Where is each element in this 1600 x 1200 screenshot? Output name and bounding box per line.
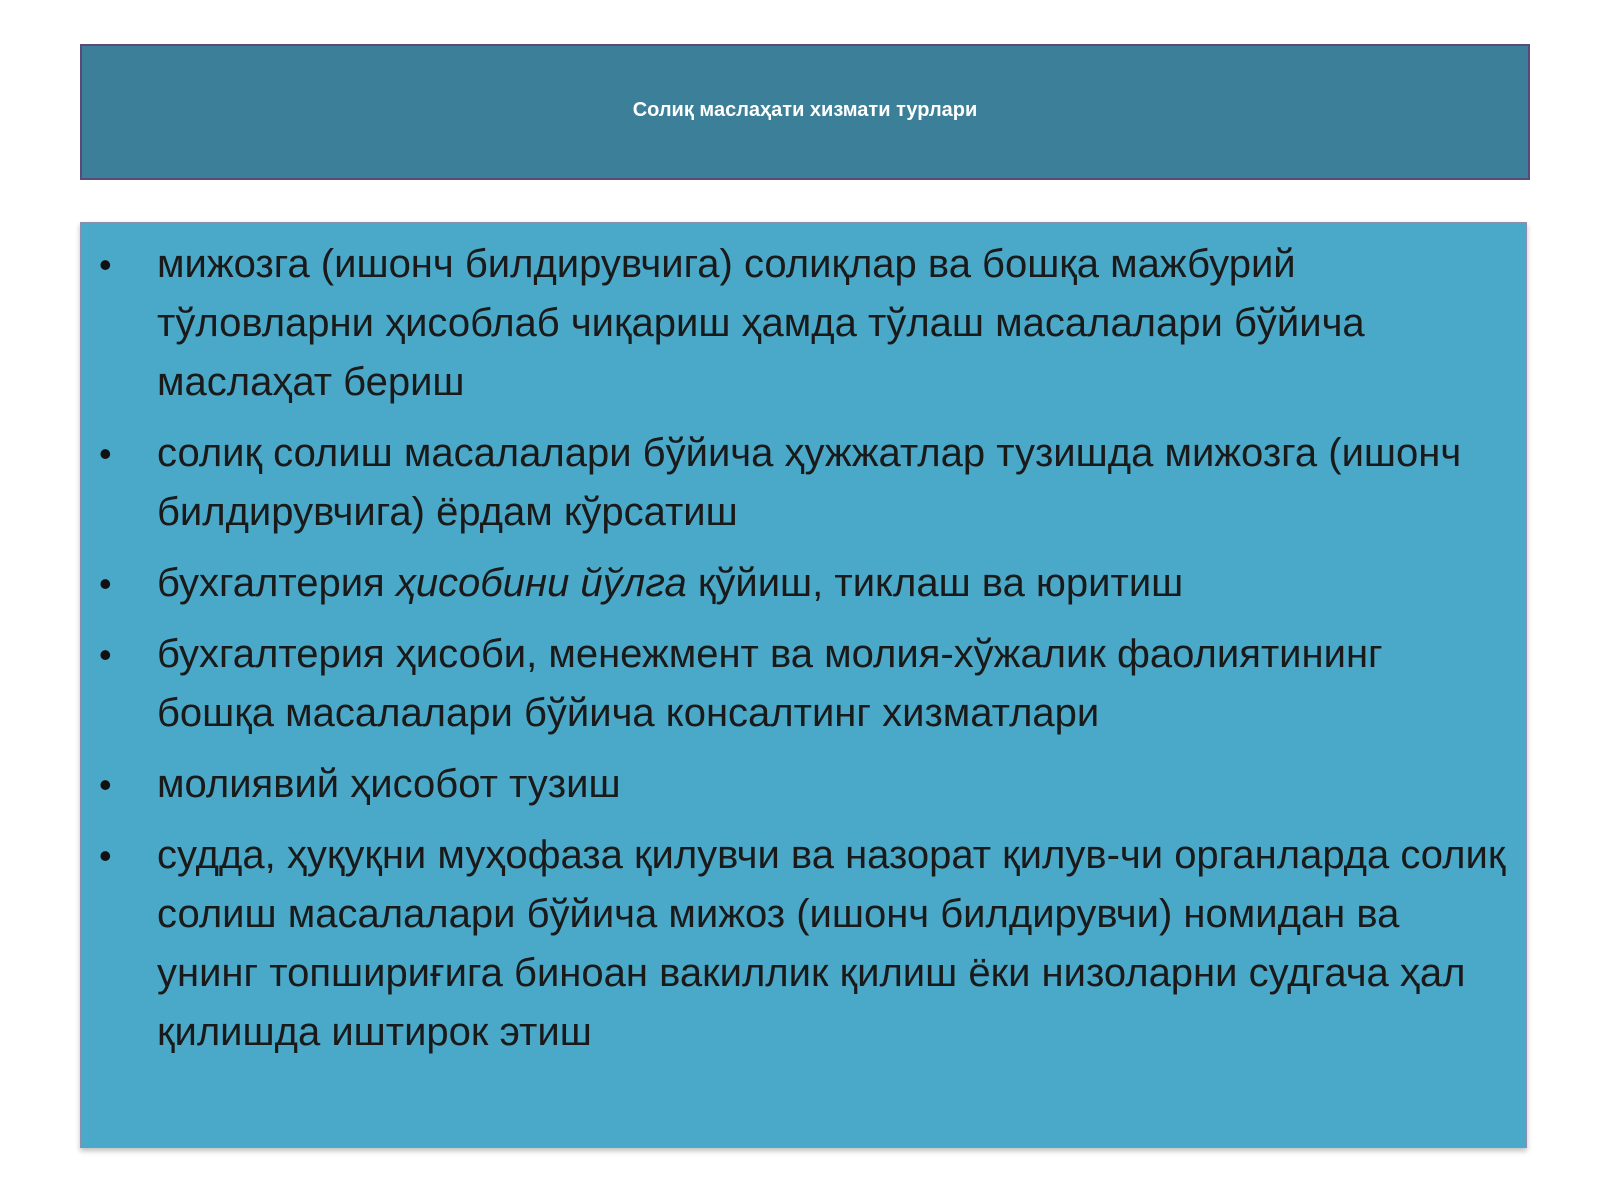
- list-item-text: мижозга (ишонч билдирувчига) солиқлар ва бошқа мажбурий тўловларни ҳисоблаб чиқариш ҳамда тўлаш масалалари бўйича маслаҳат бериш: [157, 242, 1365, 404]
- list-item: [81, 755, 1526, 814]
- list-item: [81, 826, 1526, 1062]
- list-item: [81, 625, 1526, 743]
- list-item-text-part: қўйиш, тиклаш ва юритиш: [686, 561, 1184, 605]
- list-item-text-part: бухгалтерия: [157, 561, 396, 605]
- list-item: [81, 554, 1526, 613]
- bullet-icon: •: [99, 634, 112, 675]
- title-banner: [80, 44, 1530, 180]
- list-item: [81, 235, 1526, 412]
- content-panel: [80, 222, 1527, 1148]
- bullet-icon: •: [99, 433, 112, 474]
- list-item-text: бухгалтерия ҳисоби, менежмент ва молия-хўжалик фаолиятининг бошқа масалалари бўйича консалтинг хизматлари: [157, 632, 1383, 735]
- bullet-icon: •: [99, 835, 112, 876]
- bullet-icon: •: [99, 764, 112, 805]
- list-item: [81, 424, 1526, 542]
- list-item-text: солиқ солиш масалалари бўйича ҳужжатлар тузишда мижозга (ишонч билдирувчига) ёрдам кўрсатиш: [157, 431, 1462, 534]
- list-item-italic-text: ҳисобини йўлга: [395, 561, 687, 605]
- slide-title: Солиқ маслаҳати хизмати турлари: [632, 98, 978, 121]
- list-item-text: судда, ҳуқуқни муҳофаза қилувчи ва назорат қилув-чи органларда солиқ солиш масалалари бўйича мижоз (ишонч билдирувчи) номидан ва унинг топшириғига биноан вакиллик қилиш ёки низоларни судгача ҳал қилишда иштирок этиш: [157, 833, 1506, 1054]
- bullet-icon: •: [99, 244, 112, 285]
- bullet-icon: •: [99, 563, 112, 604]
- list-item-text: молиявий ҳисобот тузиш: [157, 762, 621, 806]
- bullet-list: [81, 235, 1526, 1074]
